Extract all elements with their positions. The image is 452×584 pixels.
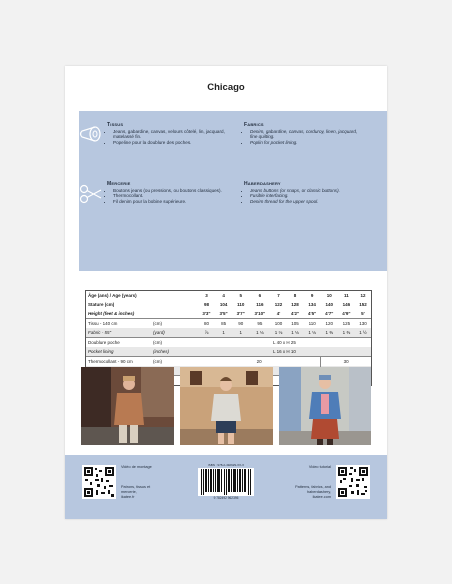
page-title: Chicago	[207, 82, 245, 93]
pocket-cm-row: Doublure poche (cm) L 40 x H 25	[86, 338, 371, 348]
photo-strip	[81, 367, 371, 445]
pocket-inch-row: Pocket lining (inches) L 16 x H 10	[86, 347, 371, 357]
photo-girl-denim-jacket	[180, 367, 273, 445]
shop-en-text: Patterns, fabrics, and haberdashery, ikatee.com	[295, 485, 331, 499]
fabrics-fr: Tissus • Jeans, gabardine, canvas, velours côtelé, lin, jacquard, matelassé fin. • Popeline pour la doublure des poches.	[107, 123, 225, 145]
scissors-icon	[79, 183, 103, 205]
barcode-bars	[198, 468, 254, 496]
notions-fr: Mercerie • Boutons jeans (ou pressions, ou boutons classiques). • Thermocollant. • Fil denim pour la bobine supérieure.	[107, 182, 225, 204]
interfacing-cm-row: Thermocollant - 90 cm (cm) 20 30	[86, 357, 371, 367]
pattern-back-cover	[65, 66, 387, 519]
fabric-cm-row: Tissu - 140 cm (cm) 80 85 90 95 100 105 110 120 125 130	[86, 319, 371, 329]
notions-en: Haberdashery • Jeans buttons (or snaps, or classic buttons). • Fusible interfacing. • Denim thread for the upper spool.	[244, 182, 362, 204]
fabrics-en: Fabrics • Denim, gabardine, canvas, corduroy, linen, jacquard, fine quilting. • Poplin for pocket lining.	[244, 123, 362, 145]
photo-boy-brown-jacket	[81, 367, 174, 445]
video-fr-label: Vidéo de montage	[121, 465, 152, 469]
qr-code-en[interactable]	[336, 465, 370, 499]
barcode: ISBN : 978-2-492629-XX-X 9 782492 962395	[198, 463, 254, 503]
fabric-yard-row: Fabric - 55" (yard) ⅞ 1 1 1 ⅛ 1 ⅛ 1 ⅛ 1 ⅛ 1 ⅜ 1 ⅜ 1 ½	[86, 328, 371, 338]
age-row: Âge (ans) / Age (years) 3 4 5 6 7 8 9 10 11 12	[88, 293, 366, 298]
video-en-label: Video tutorial	[308, 465, 331, 469]
fabric-roll-icon	[78, 125, 102, 143]
photo-girl-blue-jacket	[279, 367, 371, 445]
materials-panel	[79, 111, 387, 271]
footer-panel	[65, 455, 387, 519]
shop-fr-text: Patrons, tissus et mercerie, ikatee.fr	[121, 485, 151, 499]
stature-row: Stature (cm) 98 104 110 116 122 128 134 140 146 152	[88, 302, 367, 307]
height-row: Height (feet & inches) 3'3" 3'5" 3'7" 3'10" 4' 4'2" 4'5" 4'7" 4'9" 5'	[88, 311, 365, 316]
qr-code-fr[interactable]	[82, 465, 116, 499]
